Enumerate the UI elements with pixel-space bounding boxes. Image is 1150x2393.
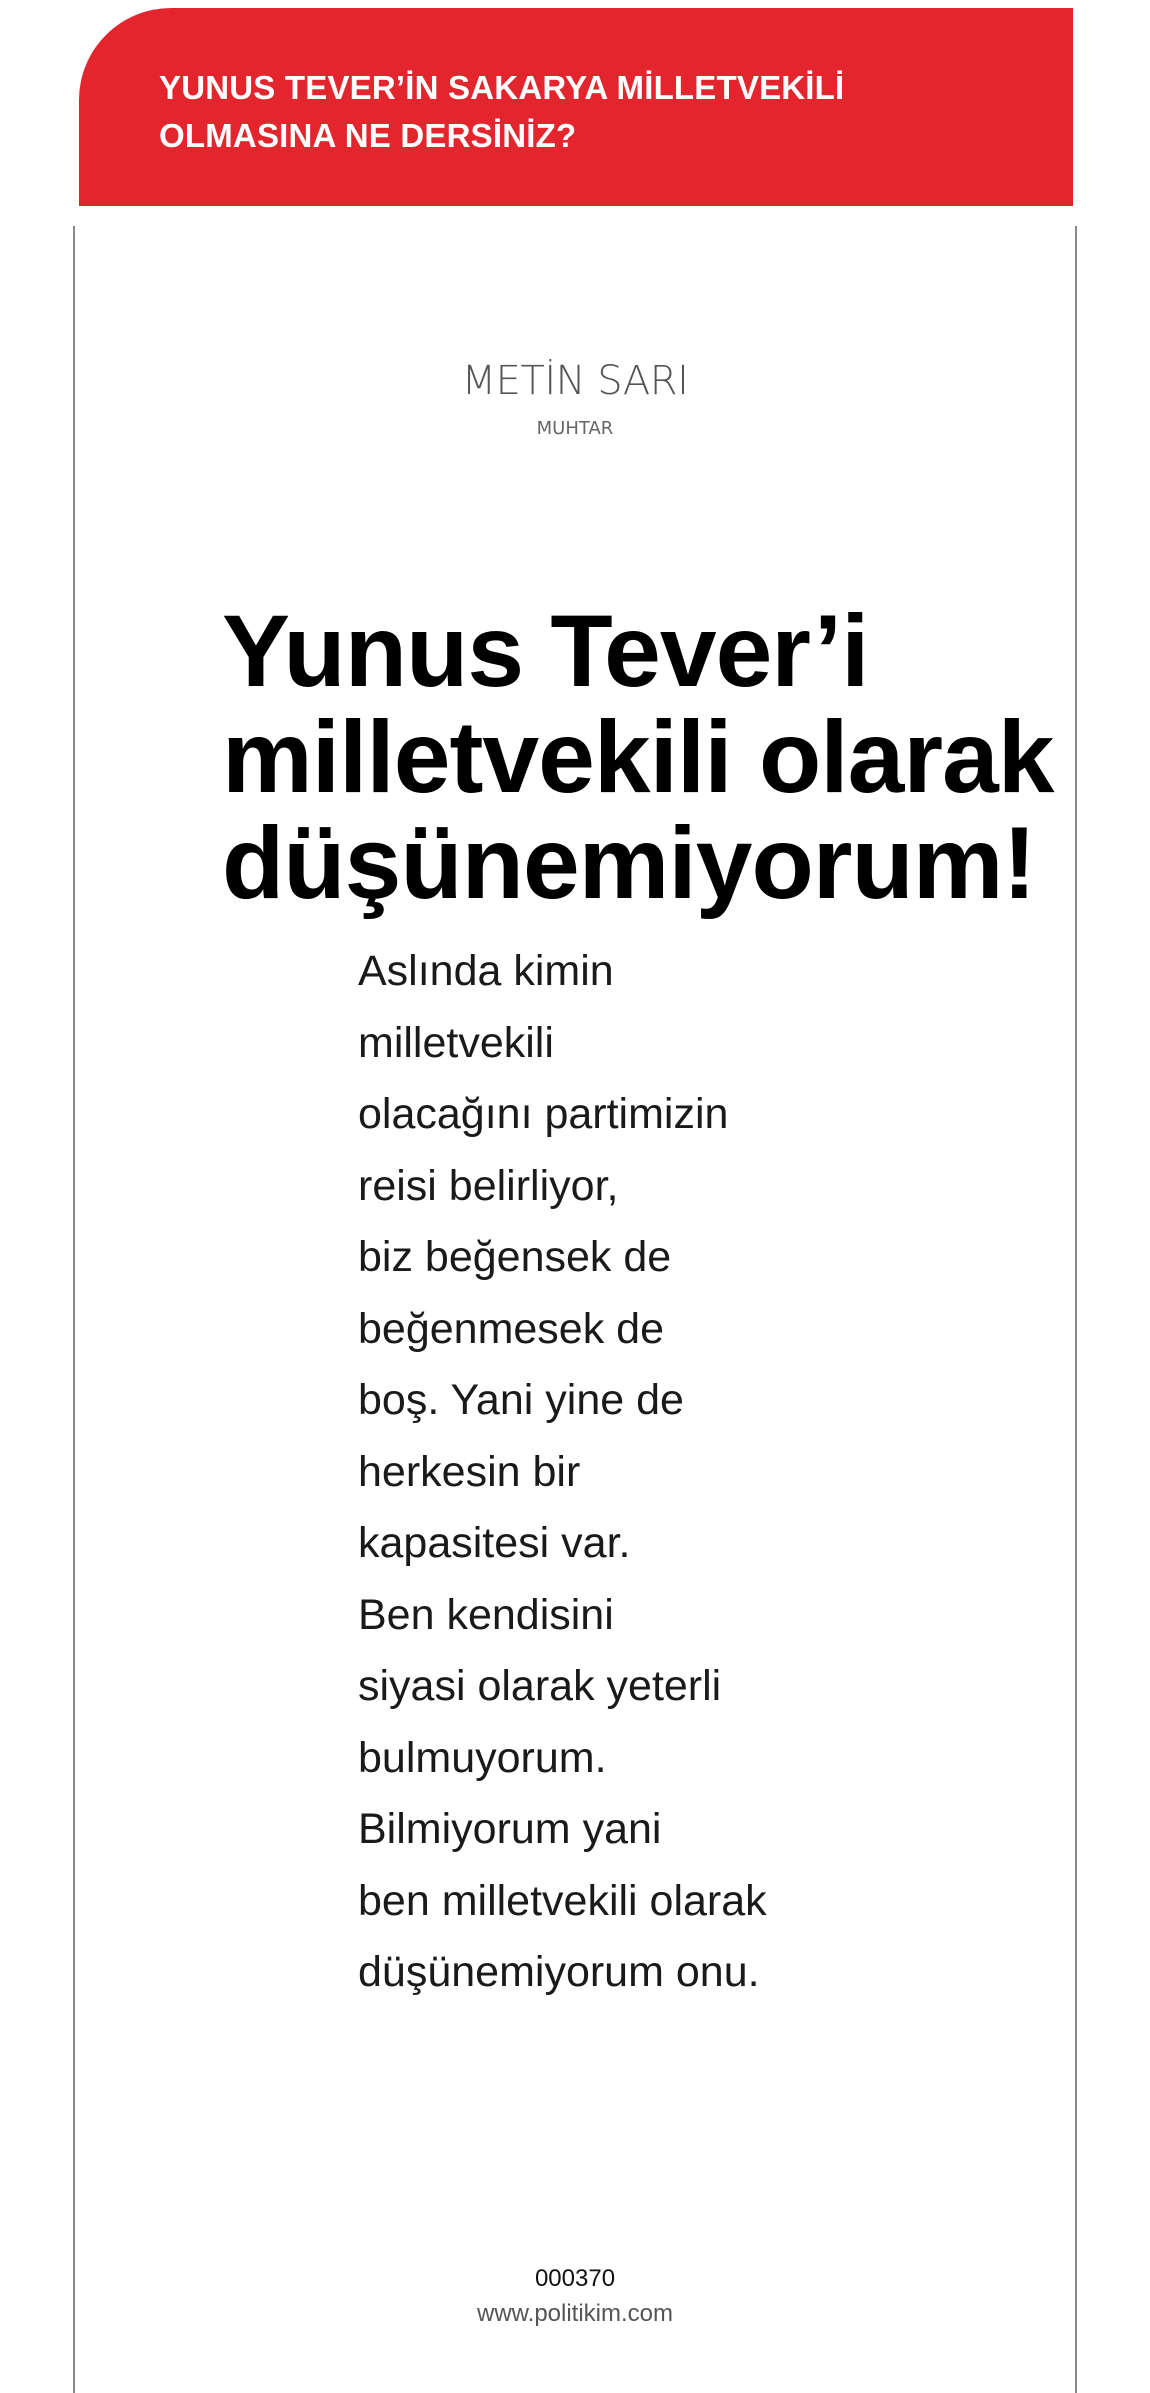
headline-line-3: düşünemiyorum! xyxy=(222,806,1036,920)
frame-right-border xyxy=(1075,226,1077,2393)
headline-line-2: milletvekili olarak xyxy=(222,700,1054,814)
frame-left-border xyxy=(73,226,75,2393)
person-name: METİN SARI xyxy=(461,358,689,404)
header-banner xyxy=(79,8,1073,206)
quote-line: siyasi olarak yeterli xyxy=(358,1662,722,1710)
quote-line: kapasitesi var. xyxy=(358,1519,631,1567)
quote-line: Bilmiyorum yani xyxy=(358,1805,662,1853)
footer-code: 000370 xyxy=(534,2265,616,2292)
quote-line: boş. Yani yine de xyxy=(358,1376,684,1424)
headline-line-1: Yunus Tever’i xyxy=(222,594,869,708)
quote-line: biz beğensek de xyxy=(358,1233,672,1281)
quote-line: Aslında kimin xyxy=(358,947,614,995)
header-question-line-2: OLMASINA NE DERSİNİZ? xyxy=(159,117,577,154)
quote-line: düşünemiyorum onu. xyxy=(358,1948,760,1996)
header-question-line-1: YUNUS TEVER’İN SAKARYA MİLLETVEKİLİ xyxy=(159,69,845,106)
person-role: MUHTAR xyxy=(536,418,614,439)
quote-body xyxy=(358,936,767,2009)
quote-line: beğenmesek de xyxy=(358,1304,664,1353)
quote-line: herkesin bir xyxy=(358,1447,581,1496)
headline xyxy=(222,594,1054,920)
quote-line: bulmuyorum. xyxy=(358,1733,607,1782)
quote-line: Ben kendisini xyxy=(358,1590,614,1639)
quote-line: olacağını partimizin xyxy=(358,1090,729,1138)
quote-line: ben milletvekili olarak xyxy=(358,1876,767,1925)
quote-line: milletvekili xyxy=(358,1018,554,1067)
quote-line: reisi belirliyor, xyxy=(358,1161,619,1210)
footer-website-link[interactable]: www.politikim.com xyxy=(476,2300,674,2327)
